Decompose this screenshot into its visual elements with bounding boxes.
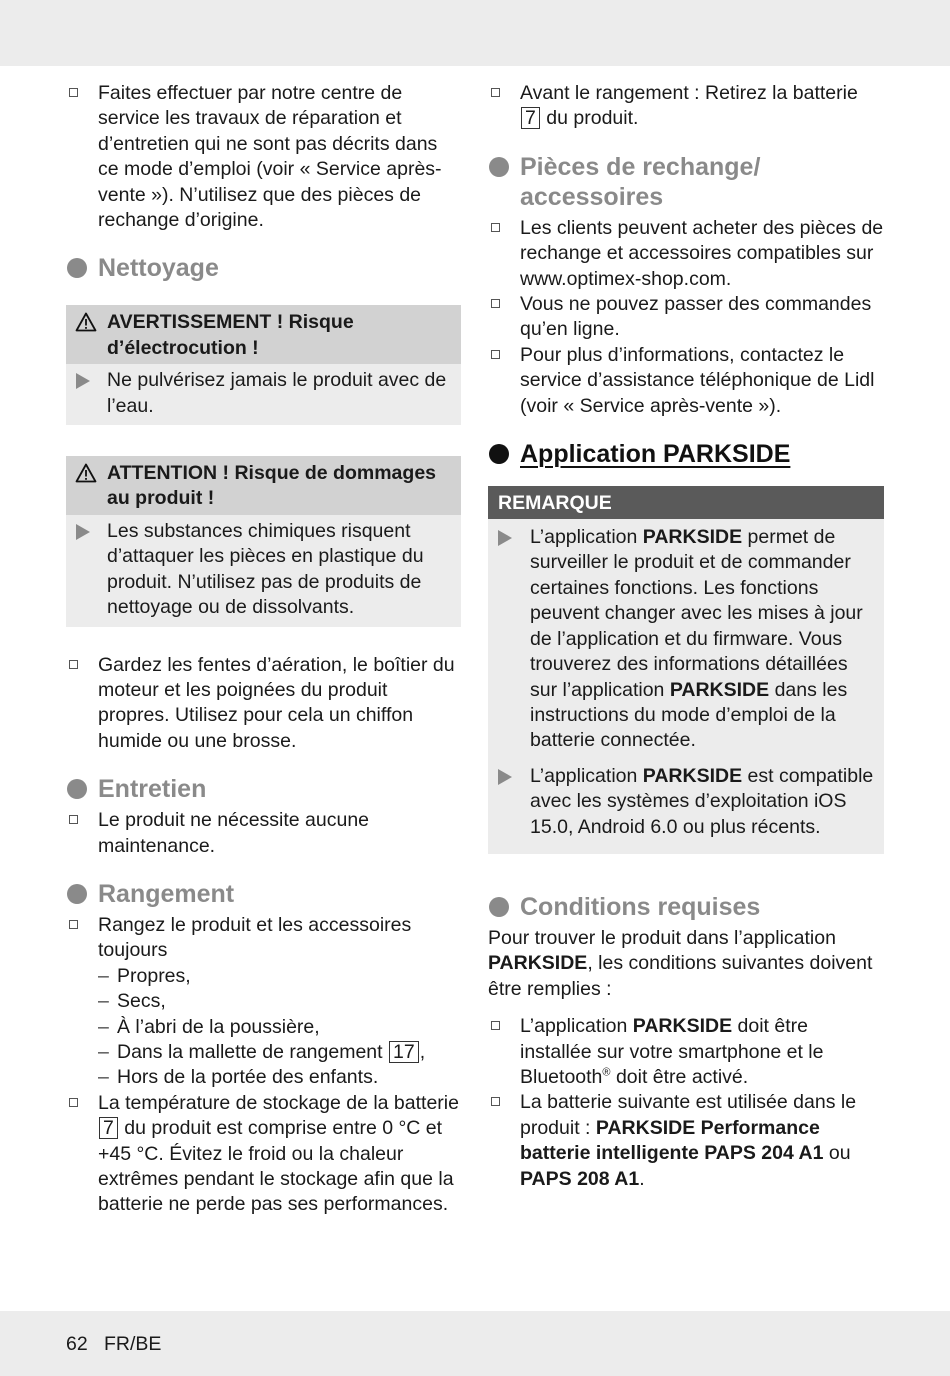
square-bullet-icon	[69, 920, 78, 929]
reference-number-box: 17	[389, 1041, 419, 1063]
square-bullet-icon	[491, 350, 500, 359]
bullet-dot-icon	[67, 779, 87, 799]
note-item: L’application PARKSIDE permet de surveiller le produit et de commander certaines fonctions. Les fonctions peuvent changer avec les mises à jour de l’application et du firmware. Vous trouverez des informations détaillées sur l’application PARKSIDE dans les instructions du mode d’emploi de la batterie connectée.	[530, 525, 876, 754]
section-heading-entretien: Entretien	[66, 774, 461, 804]
top-bar	[0, 0, 950, 66]
page-number: 62	[66, 1333, 88, 1355]
bullet-dot-icon	[489, 897, 509, 917]
note-box	[488, 486, 884, 854]
list-item: Avant le rangement : Retirez la batterie 7 du produit.	[488, 81, 884, 132]
warning-title: AVERTISSEMENT ! Risque d’électrocution !	[66, 305, 461, 364]
list-item: Faites effectuer par notre centre de service les travaux de réparation et d’entretien qui ne sont pas décrits dans ce mode d’emploi (voir « Service après-vente »). N’utilisez que des pièces de rechange d’origine.	[66, 81, 461, 233]
square-bullet-icon	[491, 223, 500, 232]
square-bullet-icon	[69, 1098, 78, 1107]
square-bullet-icon	[491, 1097, 500, 1106]
locale-label: FR/BE	[104, 1333, 162, 1355]
square-bullet-icon	[491, 1021, 500, 1030]
list-item: La température de stockage de la batterie 7 du produit est comprise entre 0 °C et +45 °C. Évitez le froid ou la chaleur extrêmes pendant le stockage afin que la batterie ne perde pas ses performances.	[66, 1091, 461, 1218]
note-body	[488, 519, 884, 854]
list-item: Vous ne pouvez passer des commandes qu’en ligne.	[488, 292, 884, 343]
right-column	[488, 81, 884, 1192]
note-title: REMARQUE	[488, 486, 884, 519]
list-item: Le produit ne nécessite aucune maintenance.	[66, 808, 461, 859]
bullet-dot-icon	[67, 884, 87, 904]
list-item: La batterie suivante est utilisée dans le produit : PARKSIDE Performance batterie intelligente PAPS 204 A1 ou PAPS 208 A1.	[488, 1090, 884, 1192]
section-heading-conditions: Conditions requises	[488, 892, 884, 922]
list-item: L’application PARKSIDE doit être installée sur votre smartphone et le Bluetooth® doit être activé.	[488, 1014, 884, 1090]
bullet-dot-icon	[67, 258, 87, 278]
section-heading-pieces: Pièces de rechange/ accessoires	[488, 152, 884, 212]
square-bullet-icon	[69, 88, 78, 97]
sub-list-item: – Hors de la portée des enfants.	[98, 1065, 461, 1090]
conditions-intro: Pour trouver le produit dans l’application PARKSIDE, les conditions suivantes doivent être remplies :	[488, 926, 873, 1000]
sub-list-item: – Propres,	[98, 964, 461, 989]
square-bullet-icon	[491, 88, 500, 97]
bullet-dot-icon	[489, 157, 509, 177]
sub-list-item: – À l’abri de la poussière,	[98, 1015, 461, 1040]
warning-body: Les substances chimiques risquent d’attaquer les pièces en plastique du produit. N’utilisez pas de produits de nettoyage ou de dissolvants.	[66, 515, 461, 627]
sub-list-item: – Dans la mallette de rangement 17 ,	[98, 1040, 461, 1065]
reference-number-box: 7	[99, 1117, 118, 1139]
sub-list	[98, 964, 461, 1091]
warning-body: Ne pulvérisez jamais le produit avec de l’eau.	[66, 364, 461, 425]
warning-title: ATTENTION ! Risque de dommages au produit !	[66, 456, 461, 515]
warning-box-electrocution	[66, 305, 461, 425]
section-heading-nettoyage: Nettoyage	[66, 253, 461, 283]
list-item: Les clients peuvent acheter des pièces de rechange et accessoires compatibles sur www.optimex-shop.com.	[488, 216, 884, 292]
section-heading-application: Application PARKSIDE	[488, 439, 884, 469]
triangle-bullet-icon	[76, 373, 90, 389]
triangle-bullet-icon	[498, 530, 512, 546]
warning-triangle-icon	[75, 312, 97, 332]
list-item: Gardez les fentes d’aération, le boîtier du moteur et les poignées du produit propres. Utilisez pour cela un chiffon humide ou une brosse.	[66, 653, 461, 755]
bullet-dot-icon	[489, 444, 509, 464]
list-item: Rangez le produit et les accessoires toujours – Propres, – Secs, – À l’abri de la poussière, – Dans la mallette de rangement 17 , – Hors de la portée des enfants.	[66, 913, 461, 1091]
left-column	[66, 81, 461, 1218]
triangle-bullet-icon	[498, 769, 512, 785]
note-item: L’application PARKSIDE est compatible avec les systèmes d’exploitation iOS 15.0, Android 6.0 ou plus récents.	[530, 764, 876, 840]
reference-number-box: 7	[521, 107, 540, 129]
list-item: Pour plus d’informations, contactez le service d’assistance téléphonique de Lidl (voir « Service après-vente »).	[488, 343, 884, 419]
section-heading-rangement: Rangement	[66, 879, 461, 909]
warning-triangle-icon	[75, 463, 97, 483]
warning-box-damage	[66, 456, 461, 626]
triangle-bullet-icon	[76, 524, 90, 540]
square-bullet-icon	[69, 815, 78, 824]
square-bullet-icon	[491, 299, 500, 308]
sub-list-item: – Secs,	[98, 989, 461, 1014]
footer	[0, 1311, 950, 1376]
square-bullet-icon	[69, 660, 78, 669]
